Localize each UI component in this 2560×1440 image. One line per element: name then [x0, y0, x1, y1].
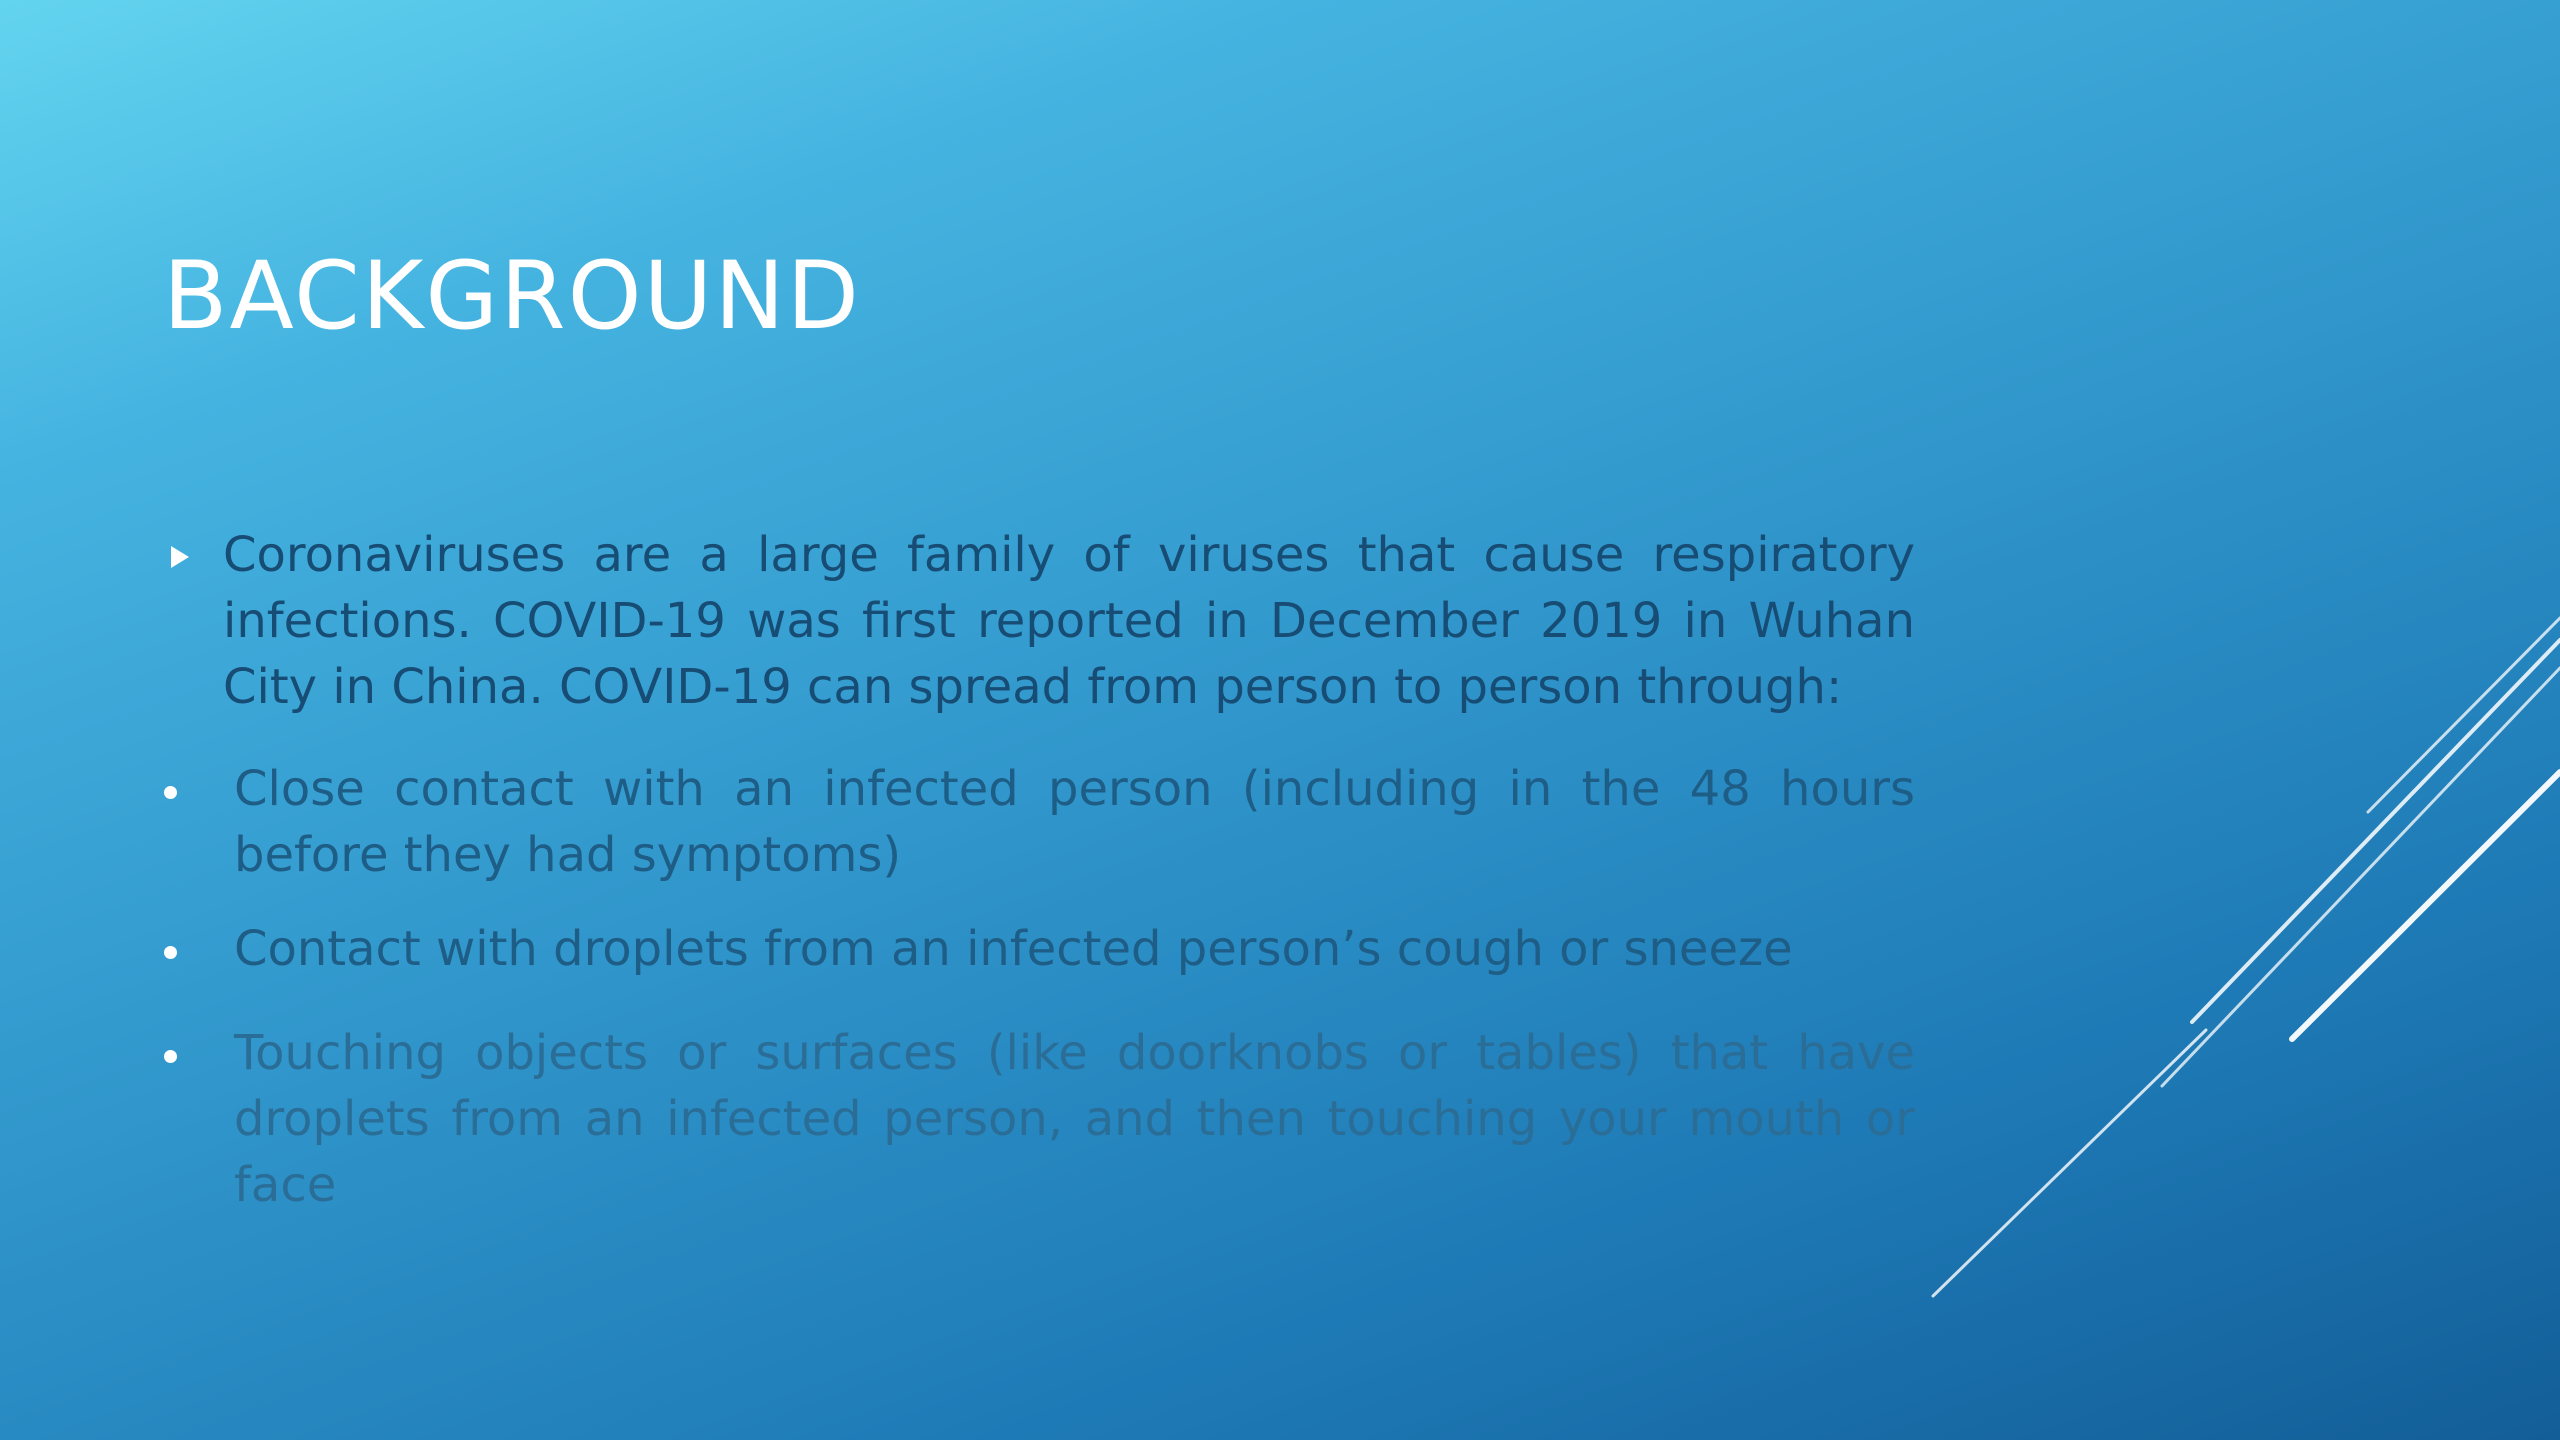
intro-text: Coronaviruses are a large family of viruses that cause respiratory infections. COVID-19 was first reported in December 2019 in Wuhan City in China. COVID-19 can spread from person to person through: [223, 527, 1915, 715]
slide-body [163, 522, 1915, 1246]
dot-bullet-icon [164, 946, 177, 959]
decor-line [2192, 640, 2560, 1022]
decor-line [2368, 618, 2560, 812]
triangle-arrow-icon [171, 546, 189, 568]
decor-line [2292, 772, 2560, 1039]
bullet-text: Close contact with an infected person (including in the 48 hours before they had symptoms) [234, 761, 1915, 883]
bullet-list [163, 756, 1915, 1218]
decor-line [1933, 1030, 2206, 1296]
bullet-item [163, 756, 1915, 888]
bullet-item [163, 916, 1915, 982]
dot-bullet-icon [164, 1050, 177, 1063]
dot-bullet-icon [164, 786, 177, 799]
slide-title: BACKGROUND [163, 242, 862, 351]
bullet-text: Contact with droplets from an infected person’s cough or sneeze [234, 921, 1793, 977]
bullet-text: Touching objects or surfaces (like doorknobs or tables) that have droplets from an infected person, and then touching your mouth or face [234, 1025, 1915, 1213]
bullet-item [163, 1020, 1915, 1218]
decor-line [2162, 668, 2560, 1086]
intro-paragraph [163, 522, 1915, 720]
